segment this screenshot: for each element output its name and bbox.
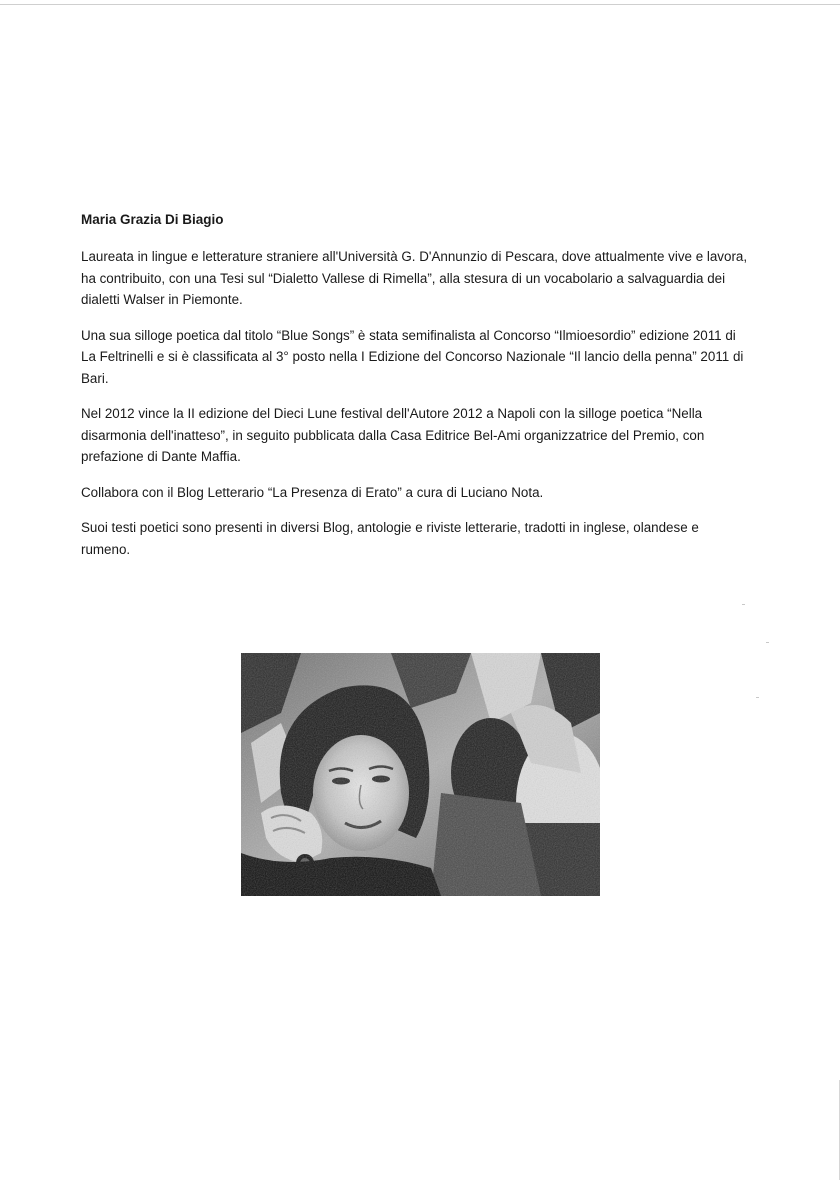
author-portrait-photo [241, 653, 600, 896]
bio-paragraph-blog: Collabora con il Blog Letterario “La Presenza di Erato” a cura di Luciano Nota. [81, 484, 544, 500]
scan-border-top [0, 4, 840, 5]
scan-speck [742, 604, 745, 605]
biography-document [81, 210, 749, 574]
author-name: Maria Grazia Di Biagio [81, 212, 224, 227]
bio-paragraph-education: Laureata in lingue e letterature straniere all'Università G. D'Annunzio di Pescara, dove attualmente vive e lavora, ha contribuito, con una Tesi sul “Dialetto Vallese di Rimella”, alla stesura di un vocabolario a salvaguardia dei dialetti Walser in Piemonte. [81, 249, 748, 307]
bio-paragraph-publications: Suoi testi poetici sono presenti in diversi Blog, antologie e riviste letterarie, tradotti in inglese, olandese e rumeno. [81, 520, 699, 557]
scan-speck [766, 642, 769, 643]
bio-paragraph-dieci-lune: Nel 2012 vince la II edizione del Dieci Lune festival dell'Autore 2012 a Napoli con la silloge poetica “Nella disarmonia dell'inatteso”, in seguito pubblicata dalla Casa Editrice Bel-Ami organizzatrice del Premio, con prefazione di Dante Maffia. [81, 406, 705, 464]
bio-paragraph-blue-songs: Una sua silloge poetica dal titolo “Blue Songs” è stata semifinalista al Concorso “Ilmioesordio” edizione 2011 di La Feltrinelli e si è classificata al 3° posto nella I Edizione del Concorso Nazionale “Il lancio della penna” 2011 di Bari. [81, 327, 744, 386]
portrait-image [241, 653, 600, 896]
scan-speck [756, 697, 759, 698]
